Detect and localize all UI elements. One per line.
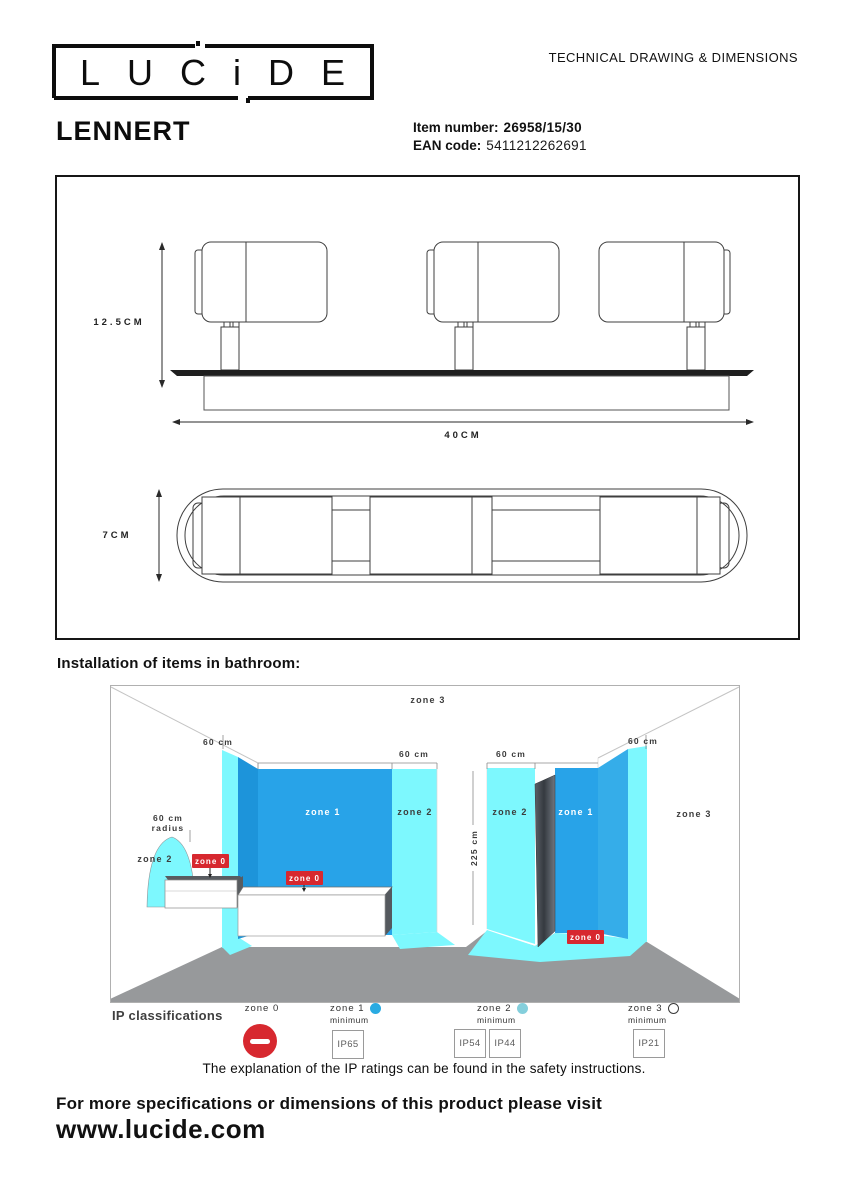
lucide-logo [52,40,374,104]
item-number-value: 26958/15/30 [503,120,582,135]
dim-60-right-wall: 60 cm [627,736,659,746]
legend-zone0-label: zone 0 [244,1003,280,1014]
legend-zone2-minimum: minimum [477,1015,516,1025]
legend-zone1-minimum: minimum [330,1015,369,1025]
bathroom-zones-diagram [110,685,740,1003]
svg-text:zone 0: zone 0 [289,874,320,883]
ean-label: EAN code: [413,138,482,153]
page-title: LENNERT [56,116,191,146]
top-depth-label: 7CM [102,530,132,541]
dim-60-left-wall: 60 cm [202,737,234,747]
legend-zone2 [477,1003,528,1025]
zone2-left-wall [222,750,238,948]
no-entry-icon [243,1024,277,1058]
zone0-badge-shower [567,930,604,944]
ip-rating-box: IP65 [332,1030,364,1059]
zone2-shower-wall [487,768,535,944]
dim-225: 225 cm [469,829,479,867]
basin-top [165,876,243,880]
dim-60-back: 60 cm [398,749,430,759]
bathtub-rim [238,887,392,895]
top-view [156,489,747,582]
svg-text:zone 0: zone 0 [570,933,601,942]
zone1-dot-icon [370,1003,381,1014]
mounting-plate [170,370,754,376]
bathtub-front [238,895,385,936]
zone2-back-label: zone 2 [397,807,433,817]
basin-front [165,880,237,908]
doc-title: TECHNICAL DRAWING & DIMENSIONS [548,50,798,65]
legend-zone1-label: zone 1 [330,1003,365,1014]
zone2-back-strip [392,769,437,935]
ip-note: The explanation of the IP ratings can be found in the safety instructions. [202,1061,646,1076]
front-height-label: 12.5CM [93,317,145,328]
technical-drawing-box [55,175,800,640]
legend-zone2-label: zone 2 [477,1003,512,1014]
ip-rating-box: IP54 [454,1029,486,1058]
ceiling-edge-left [111,687,258,763]
zone3-ceiling-label: zone 3 [410,695,446,705]
logo-letters: LUCiDE [80,52,373,93]
zone1-shower-wall [555,768,598,933]
legend-zone2-row [477,1003,528,1014]
zone1-back-label: zone 1 [305,807,341,817]
canopy [204,376,729,410]
item-number-row [413,119,587,137]
zone2-right-strip [628,746,647,942]
legend-title: IP classifications [112,1008,223,1023]
product-codes [413,119,587,155]
bathroom-section-title: Installation of items in bathroom: [57,655,301,672]
legend-zone3-label: zone 3 [628,1003,663,1014]
front-width-label: 40CM [444,430,482,441]
zone1-shower-fold [598,749,628,939]
zone2-back-floor [392,932,455,949]
radius-label-value: 60 cm [152,813,184,823]
shower-panel [535,775,555,947]
legend-zone1-row [330,1003,381,1014]
legend-zone3 [628,1003,679,1025]
zone2-dot-icon [517,1003,528,1014]
ip-rating-box: IP44 [489,1029,521,1058]
legend-zone2-ratings [454,1029,521,1058]
dim-60-shower: 60 cm [495,749,527,759]
zone3-right-label: zone 3 [676,809,712,819]
svg-text:zone 0: zone 0 [195,857,226,866]
zone3-dot-icon [668,1003,679,1014]
no-entry-bar [250,1039,270,1044]
ean-row [413,137,587,155]
footer-url: www.lucide.com [56,1114,266,1144]
ip-rating-box: IP21 [633,1029,665,1058]
legend-zone0 [238,1003,286,1014]
bathtub-side [385,887,392,936]
zone1-shower-label: zone 1 [558,807,594,817]
ean-value: 5411212262691 [486,138,587,153]
ceiling-edge-right [598,687,739,758]
front-view [159,242,754,425]
item-number-label: Item number: [413,120,499,135]
radius-label-word: radius [151,823,185,833]
zone2-shower-label: zone 2 [492,807,528,817]
legend-zone1 [330,1003,381,1059]
legend-zone3-row [628,1003,679,1014]
zone2-basin-label: zone 2 [137,854,173,864]
technical-drawing [57,177,798,638]
footer-text: For more specifications or dimensions of this product please visit [56,1094,602,1113]
legend-zone3-minimum: minimum [628,1015,667,1025]
